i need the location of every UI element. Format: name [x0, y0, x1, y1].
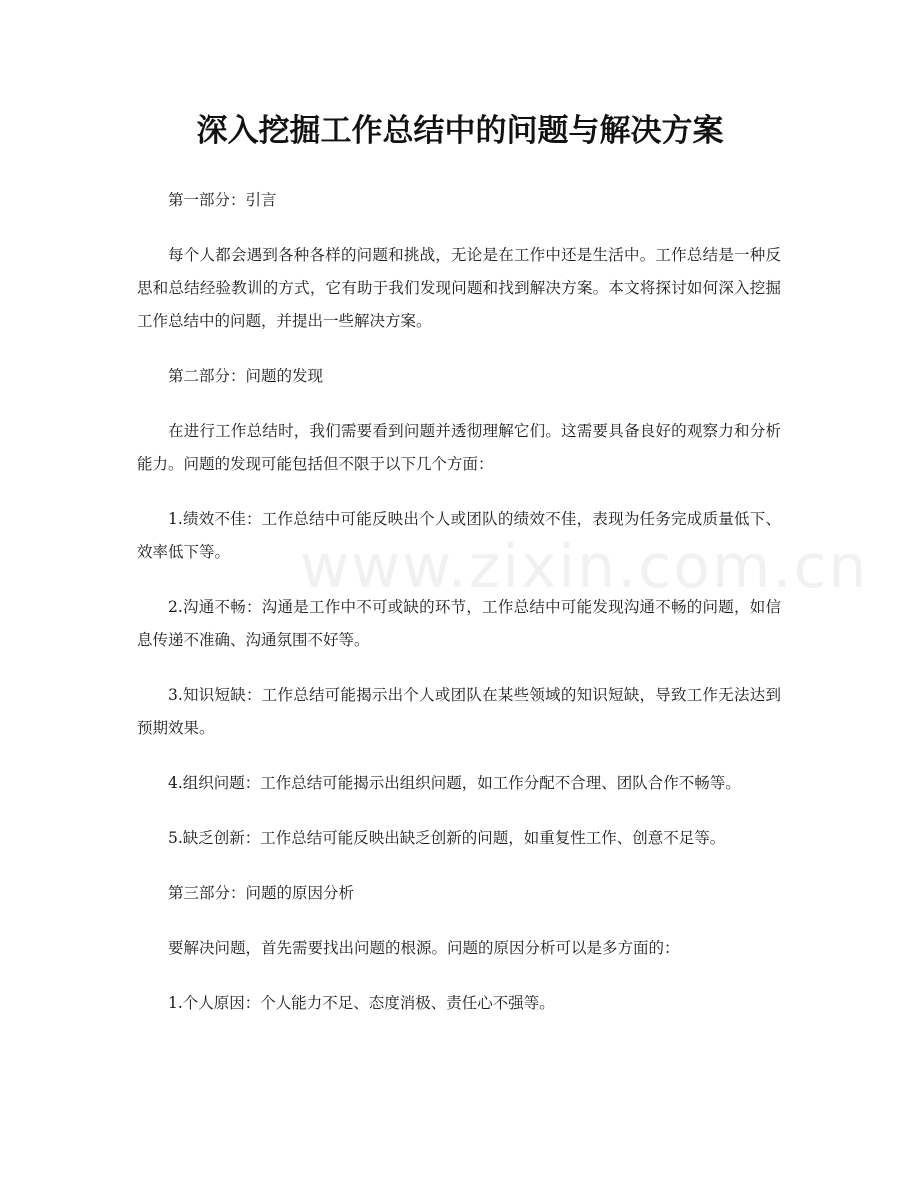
paragraph-discovery: 在进行工作总结时，我们需要看到问题并透彻理解它们。这需要具备良好的观察力和分析能力。问题的发现可能包括但不限于以下几个方面： [137, 422, 781, 473]
paragraph-causes: 要解决问题，首先需要找出问题的根源。问题的原因分析可以是多方面的： [168, 939, 680, 957]
section-heading-causes: 第三部分：问题的原因分析 [168, 884, 355, 902]
list-item-innovation: 5.缺乏创新：工作总结可能反映出缺乏创新的问题，如重复性工作、创意不足等。 [168, 829, 726, 847]
list-item-personal-causes: 1.个人原因：个人能力不足、态度消极、责任心不强等。 [168, 994, 555, 1012]
watermark: www.zixin.com.cn [300, 532, 869, 602]
section-heading-intro: 第一部分：引言 [168, 191, 277, 209]
paragraph-intro: 每个人都会遇到各种各样的问题和挑战，无论是在工作中还是生活中。工作总结是一种反思和总结经验教训的方式，它有助于我们发现问题和找到解决方案。本文将探讨如何深入挖掘工作总结中的问题，并提出一些解决方案。 [137, 246, 781, 330]
list-item-organization: 4.组织问题：工作总结可能揭示出组织问题，如工作分配不合理、团队合作不畅等。 [168, 774, 741, 792]
document-body [137, 184, 869, 1042]
list-item-performance: 1.绩效不佳：工作总结中可能反映出个人或团队的绩效不佳，表现为任务完成质量低下、效率低下等。 [137, 510, 781, 561]
document-title: 深入挖掘工作总结中的问题与解决方案 [196, 113, 724, 149]
list-item-communication: 2.沟通不畅：沟通是工作中不可或缺的环节，工作总结中可能发现沟通不畅的问题，如信息传递不准确、沟通氛围不好等。 [137, 598, 781, 649]
list-item-knowledge: 3.知识短缺：工作总结可能揭示出个人或团队在某些领域的知识短缺，导致工作无法达到预期效果。 [137, 686, 781, 737]
section-heading-discovery: 第二部分：问题的发现 [168, 367, 324, 385]
